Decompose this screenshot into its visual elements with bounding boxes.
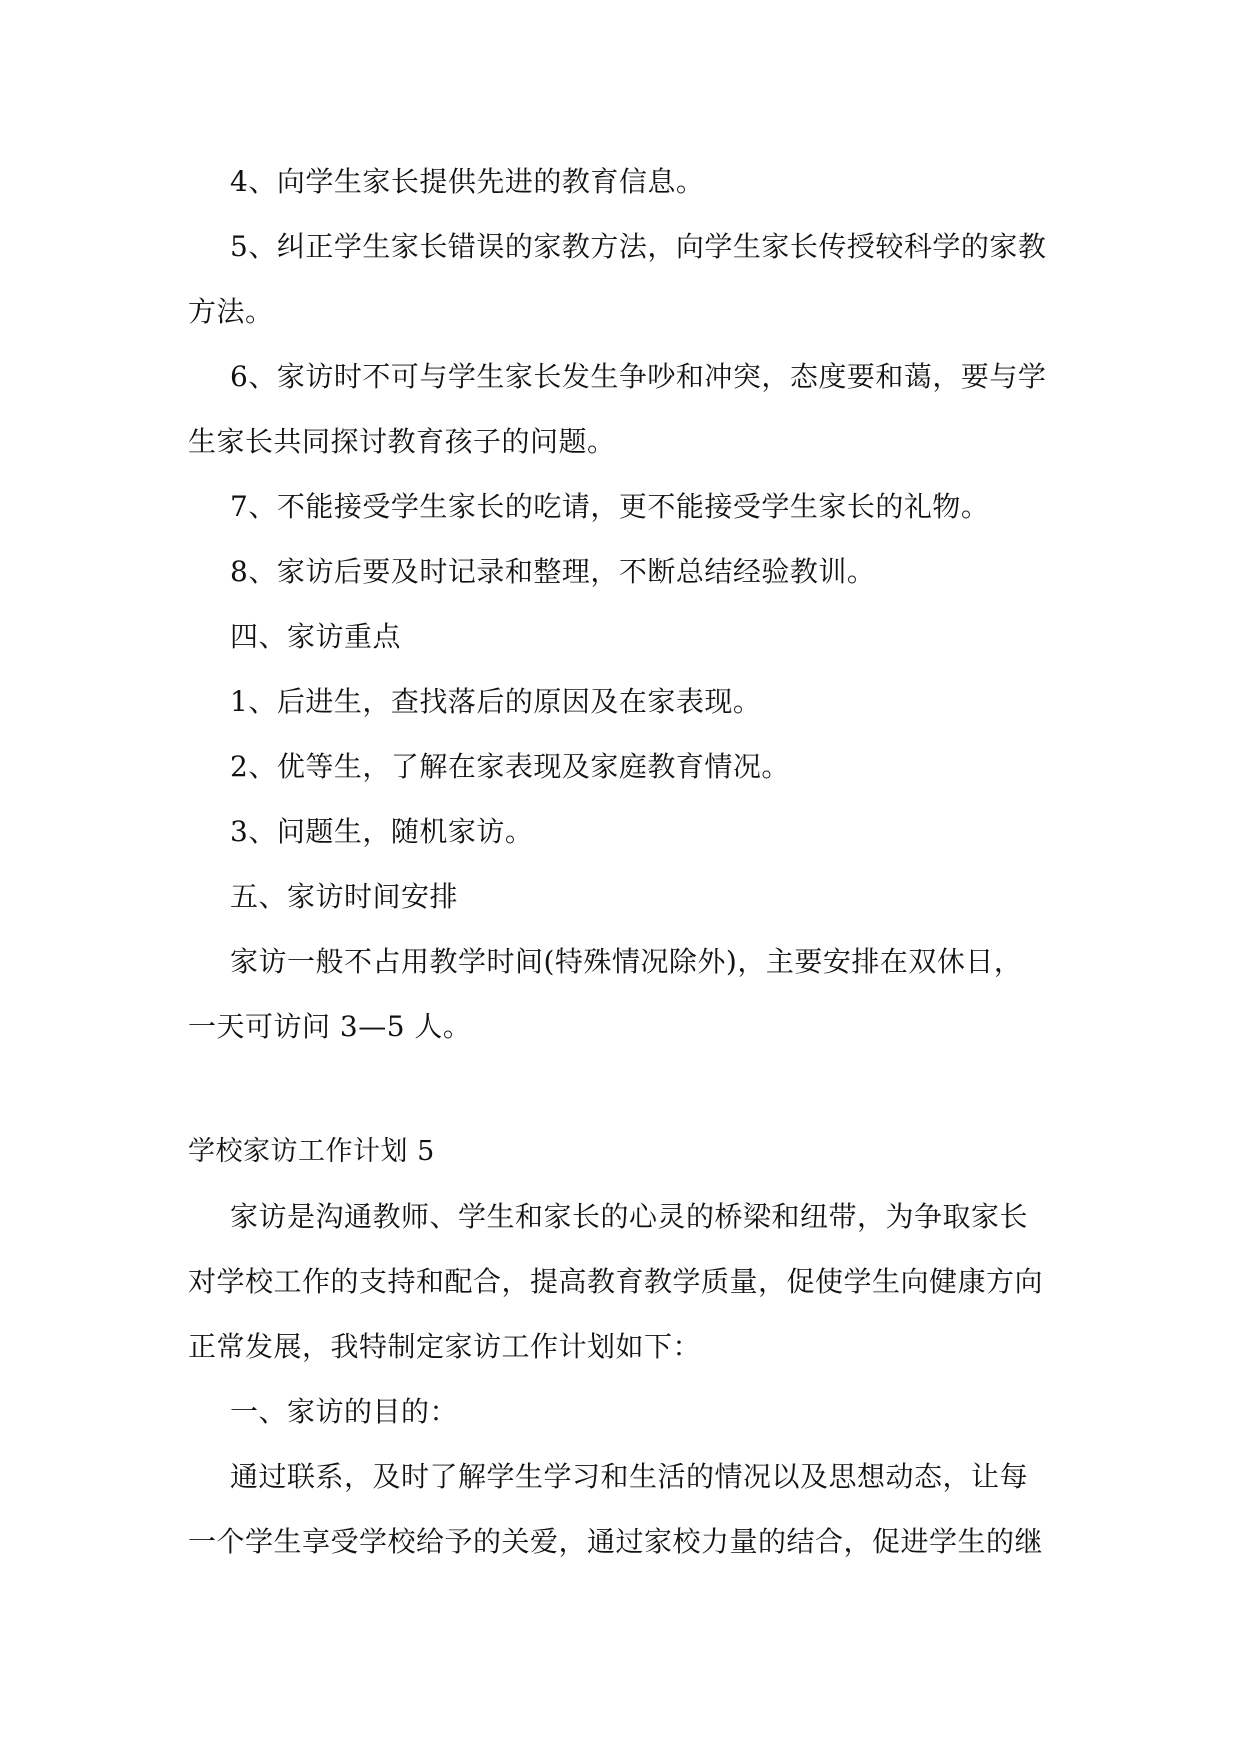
paragraph-line: 生家长共同探讨教育孩子的问题。 [188, 425, 616, 458]
paragraph-line: 7、不能接受学生家长的吃请，更不能接受学生家长的礼物。 [230, 490, 990, 523]
paragraph-line: 5、纠正学生家长错误的家教方法，向学生家长传授较科学的家教 [230, 230, 1047, 263]
paragraph-line: 2、优等生，了解在家表现及家庭教育情况。 [230, 750, 790, 783]
section-heading: 四、家访重点 [230, 620, 402, 653]
paragraph-line: 一个学生享受学校给予的关爱，通过家校力量的结合，促进学生的继 [188, 1525, 1044, 1558]
paragraph-line: 正常发展，我特制定家访工作计划如下： [188, 1330, 702, 1363]
paragraph-line: 对学校工作的支持和配合，提高教育教学质量，促使学生向健康方向 [188, 1265, 1044, 1298]
paragraph-line: 方法。 [188, 295, 274, 328]
paragraph-line: 一天可访问 3—5 人。 [188, 1010, 472, 1043]
document-title: 学校家访工作计划 5 [188, 1136, 435, 1167]
section-heading: 五、家访时间安排 [230, 880, 459, 913]
paragraph-line: 6、家访时不可与学生家长发生争吵和冲突，态度要和蔼，要与学 [230, 360, 1047, 393]
section-heading: 一、家访的目的： [230, 1395, 459, 1428]
paragraph-line: 8、家访后要及时记录和整理，不断总结经验教训。 [230, 555, 876, 588]
paragraph-line: 1、后进生，查找落后的原因及在家表现。 [230, 685, 762, 718]
paragraph-line: 通过联系，及时了解学生学习和生活的情况以及思想动态，让每 [230, 1460, 1029, 1493]
paragraph-line: 3、问题生，随机家访。 [230, 815, 534, 848]
paragraph-line: 家访一般不占用教学时间(特殊情况除外)，主要安排在双休日， [230, 945, 1023, 978]
paragraph-line: 家访是沟通教师、学生和家长的心灵的桥梁和纽带，为争取家长 [230, 1200, 1029, 1233]
paragraph-line: 4、向学生家长提供先进的教育信息。 [230, 165, 705, 198]
